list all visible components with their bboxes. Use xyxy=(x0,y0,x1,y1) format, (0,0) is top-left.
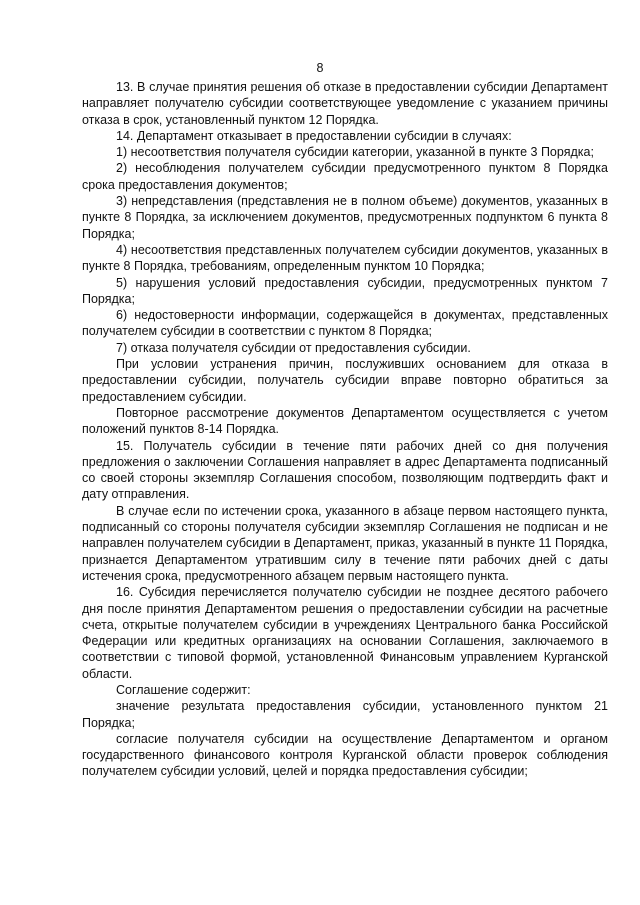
list-item-5: 5) нарушения условий предоставления субсидии, предусмотренных пунктом 7 Порядка; xyxy=(82,275,608,306)
list-item-7: 7) отказа получателя субсидии от предоставления субсидии. xyxy=(116,340,471,355)
paragraph-16: 16. Субсидия перечисляется получателю субсидии не позднее десятого рабочего дня после принятия Департаментом решения о предоставлении субсидии на расчетные счета, открытые получателем субсидии в учреждениях Центрального банка Российской Федерации или кредитных организациях на основании Соглашения, заключаемого в соответствии с типовой формой, установленной Финансовым управлением Курганской области. xyxy=(82,585,608,681)
paragraph-15-expiry: В случае если по истечении срока, указанного в абзаце первом настоящего пункта, подписанный со стороны получателя субсидии экземпляр Соглашения не подписан и не направлен получателем субсидии в Департамент, приказ, указанный в пункте 11 Порядка, признается Департаментом утратившим силу в течение пяти рабочих дней с даты истечения срока, предусмотренного абзацем первым настоящего пункта. xyxy=(82,503,608,583)
paragraph-14-intro: 14. Департамент отказывает в предоставлении субсидии в случаях: xyxy=(116,128,512,143)
list-item-4: 4) несоответствия представленных получателем субсидии документов, указанных в пункте 8 Порядка, требованиям, определенным пунктом 10 Порядка; xyxy=(82,242,608,274)
document-body xyxy=(82,79,608,780)
paragraph-resubmission: При условии устранения причин, послуживших основанием для отказа в предоставлении субсидии, получатель субсидии вправе повторно обратиться за предоставлением субсидии. xyxy=(82,357,608,404)
page-number: 8 xyxy=(316,61,324,75)
agreement-item-result-value: значение результата предоставления субсидии, установленного пунктом 21 Порядка; xyxy=(82,699,608,730)
list-item-6: 6) недостоверности информации, содержащейся в документах, представленных получателем субсидии в соответствии с пунктом 8 Порядка; xyxy=(82,308,608,339)
list-item-2: 2) несоблюдения получателем субсидии предусмотренного пунктом 8 Порядка срока предоставления документов; xyxy=(82,161,608,192)
list-item-3: 3) непредставления (представления не в полном объеме) документов, указанных в пункте 8 Порядка, за исключением документов, предусмотренных подпунктом 6 пункта 8 Порядка; xyxy=(82,194,608,241)
paragraph-agreement-contains: Соглашение содержит: xyxy=(116,682,251,697)
paragraph-13: 13. В случае принятия решения об отказе в предоставлении субсидии Департамент направляет получателю субсидии соответствующее уведомление с указанием причины отказа в срок, установленный пунктом 12 Порядка. xyxy=(82,80,608,127)
agreement-item-consent: согласие получателя субсидии на осуществление Департаментом и органом государственного финансового контроля Курганской области проверок соблюдения получателем субсидии условий, целей и порядка предоставления субсидии; xyxy=(82,731,608,779)
list-item-1: 1) несоответствия получателя субсидии категории, указанной в пункте 3 Порядка; xyxy=(116,145,594,160)
paragraph-15: 15. Получатель субсидии в течение пяти рабочих дней со дня получения предложения о заключении Соглашения направляет в адрес Департамента подписанный со своей стороны экземпляр Соглашения способом, позволяющим подтвердить факт и дату отправления. xyxy=(82,438,608,502)
paragraph-re-review: Повторное рассмотрение документов Департаментом осуществляется с учетом положений пунктов 8-14 Порядка. xyxy=(82,405,608,437)
